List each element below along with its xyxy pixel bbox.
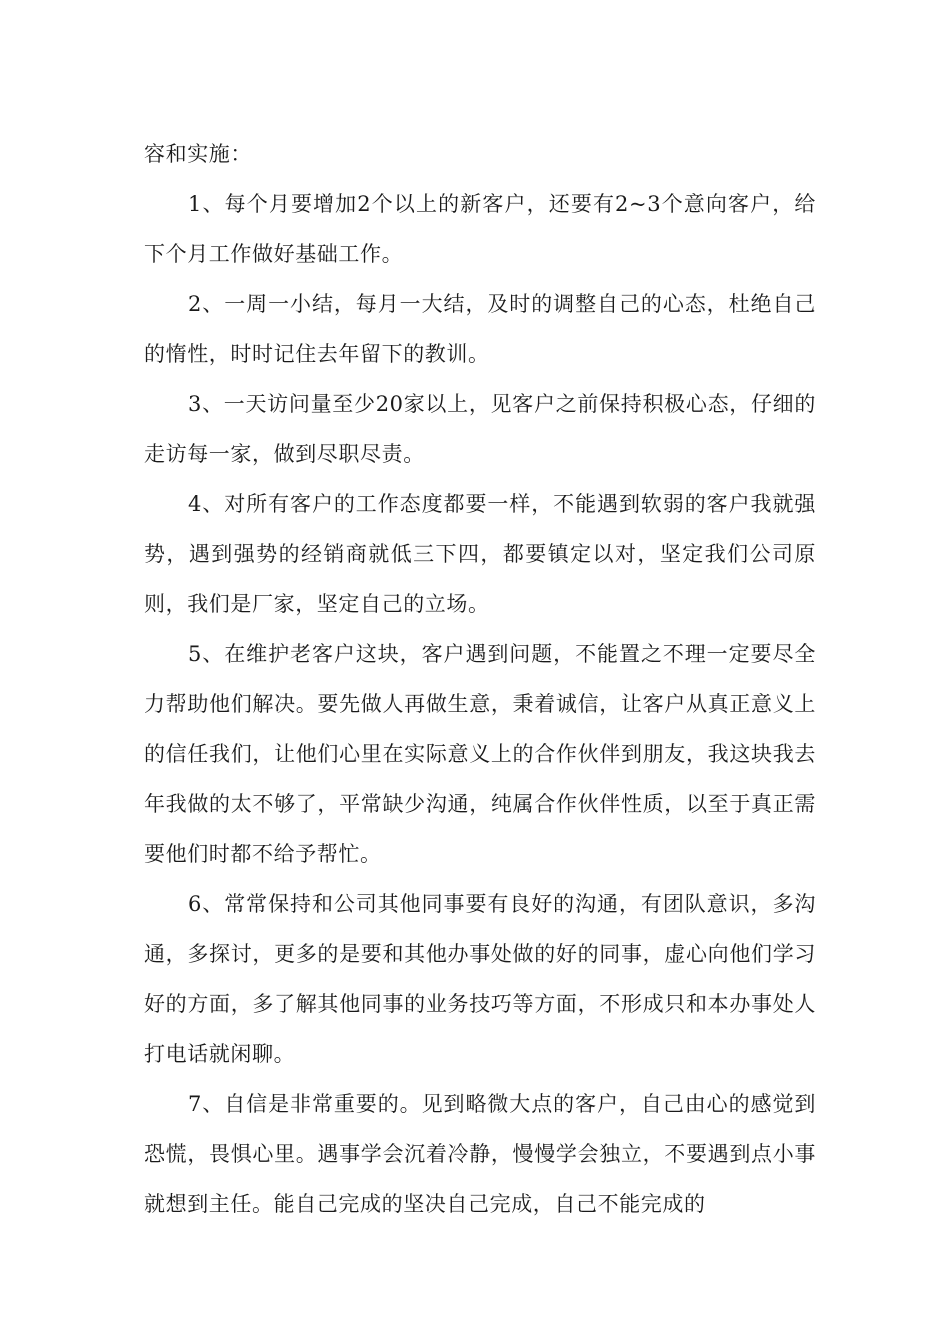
paragraph-item-2: 2、一周一小结，每月一大结，及时的调整自己的心态，杜绝自己的惰性，时时记住去年留下的教训。 — [144, 292, 816, 366]
paragraph-intro: 容和实施： — [144, 142, 252, 166]
paragraph-item-1: 1、每个月要增加2个以上的新客户，还要有2~3个意向客户，给下个月工作做好基础工作。 — [144, 192, 816, 266]
document-body — [144, 129, 816, 1229]
paragraph-item-5: 5、在维护老客户这块，客户遇到问题，不能置之不理一定要尽全力帮助他们解决。要先做人再做生意，秉着诚信，让客户从真正意义上的信任我们，让他们心里在实际意义上的合作伙伴到朋友，我这块我去年我做的太不够了，平常缺少沟通，纯属合作伙伴性质，以至于真正需要他们时都不给予帮忙。 — [144, 642, 816, 866]
paragraph-item-4: 4、对所有客户的工作态度都要一样，不能遇到软弱的客户我就强势，遇到强势的经销商就低三下四，都要镇定以对，坚定我们公司原则，我们是厂家，坚定自己的立场。 — [144, 492, 816, 616]
paragraph-item-6: 6、常常保持和公司其他同事要有良好的沟通，有团队意识，多沟通，多探讨，更多的是要和其他办事处做的好的同事，虚心向他们学习好的方面，多了解其他同事的业务技巧等方面，不形成只和本办事处人打电话就闲聊。 — [144, 892, 816, 1066]
paragraph-item-7: 7、自信是非常重要的。见到略微大点的客户，自己由心的感觉到恐慌，畏惧心里。遇事学会沉着冷静，慢慢学会独立，不要遇到点小事就想到主任。能自己完成的坚决自己完成，自己不能完成的 — [144, 1092, 816, 1216]
paragraph-item-3: 3、一天访问量至少20家以上，见客户之前保持积极心态，仔细的走访每一家，做到尽职尽责。 — [144, 392, 816, 466]
